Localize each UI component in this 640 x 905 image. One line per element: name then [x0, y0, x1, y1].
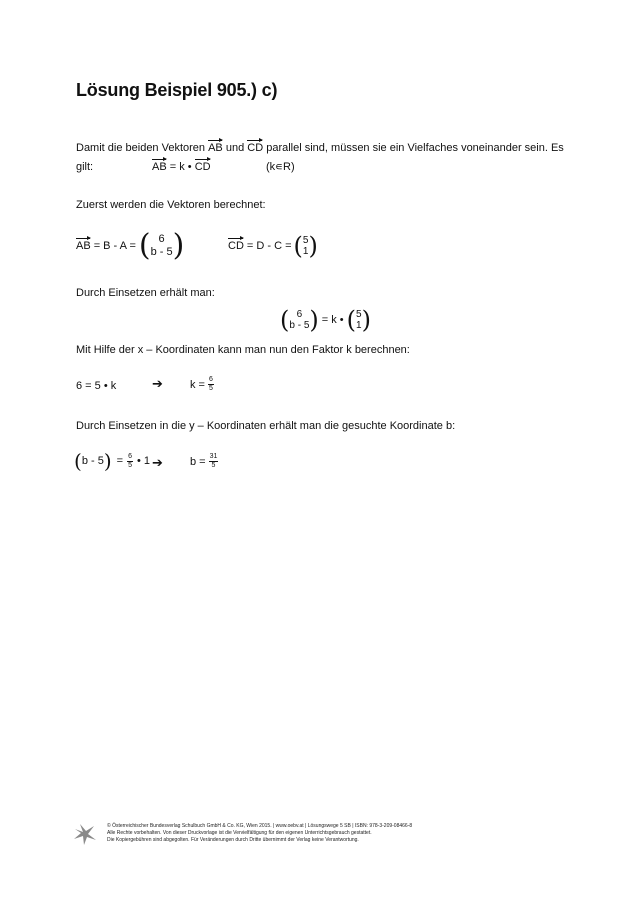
copyright-footer — [107, 823, 412, 844]
condition: (k∊R) — [266, 161, 295, 173]
b-result-lhs: b = — [190, 455, 206, 468]
column-vector — [151, 233, 173, 259]
left-y: b - 5 — [289, 320, 310, 331]
vector-ab-calculation — [76, 228, 185, 263]
vector-cd: CD — [247, 142, 264, 154]
arrow-right-icon: ➔ — [152, 455, 163, 470]
vector-cd: CD — [228, 240, 244, 252]
ab-equals: = B - A = — [93, 240, 136, 252]
vector-cd: CD — [194, 161, 211, 173]
step1-text: Zuerst werden die Vektoren berechnet: — [76, 199, 266, 211]
times-one: • 1 — [136, 455, 151, 467]
left-paren: ( — [138, 228, 151, 263]
step4-text: Durch Einsetzen in die y – Koordinaten erhält man die gesuchte Koordinate b: — [76, 420, 456, 432]
intro-und: und — [225, 142, 245, 154]
intro-gilt: gilt: — [76, 161, 94, 173]
k-fraction — [208, 376, 214, 393]
paren-group — [74, 451, 112, 471]
intro-text-rest: parallel sind, müssen sie ein Vielfaches voneinander sein. Es — [266, 142, 564, 154]
k-result — [190, 376, 215, 393]
intro-line-1 — [76, 141, 564, 155]
footer-line-2: Alle Rechte vorbehalten. Von dieser Druckvorlage ist die Vervielfältigung für den eigenen Unterrichtsgebrauch gestattet. — [107, 830, 372, 836]
paren-content: b - 5 — [81, 455, 104, 467]
left-paren: ( — [346, 306, 357, 334]
cd-x: 5 — [302, 235, 309, 246]
equation-middle: = k • — [169, 161, 192, 173]
vector-ab: AB — [152, 161, 167, 173]
vector-cd-column — [294, 234, 318, 258]
right-paren: ) — [103, 449, 112, 473]
vector-cd-calculation — [228, 234, 318, 258]
fraction-denominator: 5 — [208, 385, 213, 392]
right-x: 5 — [356, 309, 362, 320]
ab-x: 6 — [158, 233, 165, 245]
right-paren: ) — [309, 306, 319, 334]
fraction-numerator: 6 — [128, 452, 132, 460]
factor-fraction — [127, 453, 133, 470]
intro-text: Damit die beiden Vektoren — [76, 142, 206, 154]
vector-ab: AB — [208, 142, 223, 154]
left-paren: ( — [74, 449, 82, 473]
publisher-logo-icon — [72, 820, 98, 846]
substitution-equation — [280, 308, 371, 332]
right-y: 1 — [356, 320, 362, 331]
b-fraction — [209, 453, 219, 470]
vector-ab: AB — [76, 240, 91, 252]
arrow-right-icon: ➔ — [152, 376, 163, 391]
column-vector — [289, 309, 309, 331]
right-vector — [347, 308, 371, 332]
vector-ab-column — [138, 228, 185, 263]
ab-y: b - 5 — [150, 246, 173, 258]
k-result-lhs: k = — [190, 378, 205, 391]
left-x: 6 — [296, 309, 303, 320]
cd-y: 1 — [302, 246, 309, 257]
right-paren: ) — [308, 232, 318, 260]
fraction-numerator: 6 — [208, 376, 213, 383]
fraction-numerator: 31 — [209, 453, 218, 460]
right-paren: ) — [172, 228, 185, 263]
page-title: Lösung Beispiel 905.) c) — [76, 80, 278, 100]
y-equation — [74, 451, 150, 471]
equals-sign: = — [116, 455, 124, 467]
parallel-equation — [152, 160, 211, 174]
fraction-denominator: 5 — [128, 461, 132, 469]
left-paren: ( — [280, 306, 290, 334]
left-vector — [280, 308, 319, 332]
fraction-denominator: 5 — [211, 462, 216, 469]
b-result — [190, 453, 219, 470]
cd-equals: = D - C = — [246, 240, 292, 252]
left-paren: ( — [293, 232, 303, 260]
footer-line-3: Die Kopiergebühren sind abgegolten. Für Veränderungen durch Dritte übernimmt der Verlag keine Verantwortung. — [107, 837, 359, 843]
right-paren: ) — [361, 306, 371, 334]
step3-text: Mit Hilfe der x – Koordinaten kann man nun den Faktor k berechnen: — [76, 344, 410, 356]
step2-text: Durch Einsetzen erhält man: — [76, 287, 215, 299]
equation-middle: = k • — [321, 314, 344, 326]
x-equation: 6 = 5 • k — [76, 380, 117, 392]
footer-line-1: © Österreichischer Bundesverlag Schulbuch GmbH & Co. KG, Wien 2015. | www.oebv.at | Lösungswege 5 SB | ISBN: 978-3-209-08466-8 — [107, 823, 413, 829]
